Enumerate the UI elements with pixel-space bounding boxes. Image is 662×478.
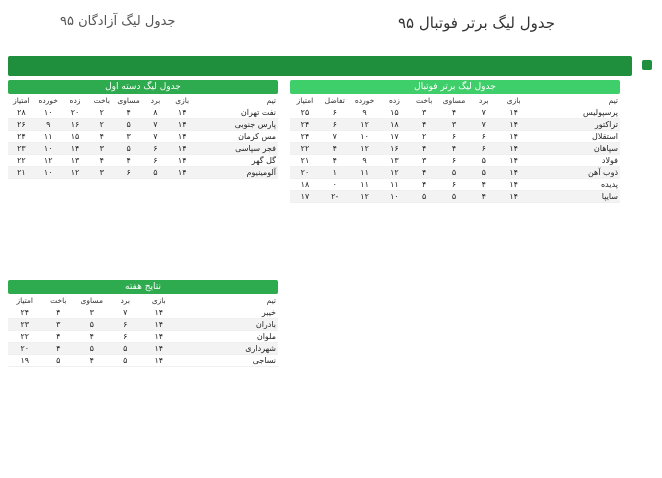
stat-cell: ۶ [153,156,158,165]
stat-cell: ۵ [56,356,61,365]
stat-cell: ۱۲ [360,144,369,153]
team-name: تراکتور [594,120,618,129]
table-row[interactable] [8,319,278,331]
table-row[interactable] [8,355,278,367]
stat-cell: ۵ [451,192,457,201]
stat-cell: ۶ [332,120,337,129]
team-name: سپاهان [593,144,618,153]
team-name: پارس جنوبی [234,120,276,129]
stat-cell: ۱۴ [70,144,80,153]
stat-cell: ۱۰ [43,108,53,117]
stat-cell: ۱۸ [300,180,310,189]
stat-cell: ۲۵ [300,108,310,117]
table-row[interactable] [8,331,278,343]
table-header [8,294,278,307]
stat-cell: -۲ [331,192,339,201]
team-name: مس کرمان [238,132,276,141]
stat-cell: ۲۴ [17,132,26,141]
stat-cell: ۱۴ [509,132,518,141]
column-header: برد [479,96,489,105]
stat-cell: ۱۰ [360,132,369,141]
stat-cell: ۲۶ [17,120,26,129]
table-row[interactable] [290,143,620,155]
stat-cell: ۹ [362,108,367,117]
table-header [8,94,278,107]
stat-cell: ۶ [126,168,131,177]
stat-cell: ۴ [99,132,104,141]
stat-cell: ۶ [481,144,486,153]
stat-cell: ۴ [451,108,457,117]
stat-cell: ۵ [89,344,94,353]
column-header: خورده [354,96,375,105]
stat-cell: ۳ [56,320,61,329]
stat-cell: ۱۴ [177,120,187,129]
stat-cell: ۱۲ [70,168,80,177]
stat-cell: ۲۸ [17,108,26,117]
stat-cell: ۱۴ [154,344,164,353]
stat-cell: ۷ [123,308,128,317]
stat-cell: ۴ [422,180,427,189]
table-row[interactable] [290,131,620,143]
stat-cell: ۱۴ [154,308,164,317]
stat-cell: ۳ [89,308,94,317]
team-name: پرسپولیس [583,108,618,117]
table-row[interactable] [290,191,620,203]
team-name: فجر سپاسی [235,144,276,153]
table-row[interactable] [8,343,278,355]
table-row[interactable] [8,307,278,319]
table-title: جدول لیگ برتر فوتبال [290,80,620,94]
stat-cell: ۱۵ [390,108,399,117]
stat-cell: ۱۳ [390,156,399,165]
team-name: نفت تهران [240,108,276,117]
stat-cell: ۱۶ [70,120,80,129]
stat-cell: ۱۴ [177,168,187,177]
stat-cell: ۰ [332,180,337,189]
stat-cell: ۴ [56,332,61,341]
stat-cell: ۲۲ [300,144,310,153]
stat-cell: ۱ [332,168,337,177]
stat-cell: ۱۴ [154,356,164,365]
stat-cell: ۱۴ [177,108,187,117]
stat-cell: ۵ [89,320,94,329]
stat-cell: ۹ [46,120,51,129]
table-row[interactable] [290,167,620,179]
stat-cell: ۵ [126,144,131,153]
stat-cell: ۶ [481,132,486,141]
team-name: بادران [255,320,276,329]
stat-cell: ۲۳ [17,144,26,153]
stat-cell: ۵ [481,156,486,165]
stat-cell: ۴ [332,144,337,153]
team-name: ذوب آهن [587,168,618,177]
side-title: جدول لیگ آزادگان ۹۵ [60,14,176,29]
stat-cell: ۱۴ [177,132,187,141]
stat-cell: ۱۴ [509,144,518,153]
stat-cell: ۱۳ [70,156,80,165]
stat-cell: ۲۴ [20,308,30,317]
stat-cell: ۷ [153,120,158,129]
header-bar [8,56,632,76]
close-icon[interactable] [642,60,652,70]
stat-cell: ۳ [99,144,104,153]
stat-cell: ۵ [451,168,457,177]
column-header: زده [69,96,81,105]
stat-cell: ۴ [89,356,94,365]
stat-cell: ۱۶ [390,144,399,153]
stat-cell: ۴ [126,156,131,165]
table-header [290,94,620,107]
stat-cell: ۵ [422,192,427,201]
stat-cell: ۵ [123,344,128,353]
stat-cell: ۵ [481,168,486,177]
stat-cell: ۲ [99,108,104,117]
stat-cell: ۳ [422,156,427,165]
stat-cell: ۵ [153,168,158,177]
stat-cell: ۱۴ [509,192,518,201]
stat-cell: ۶ [123,320,128,329]
team-name: استقلال [592,132,618,141]
stat-cell: ۴ [422,168,427,177]
table-row[interactable] [290,107,620,119]
stat-cell: ۹ [362,156,367,165]
stat-cell: ۱۲ [43,156,53,165]
stat-cell: ۸ [153,108,158,117]
column-header: باخت [50,296,67,305]
stat-cell: ۱۴ [509,180,518,189]
stat-cell: ۴ [99,156,104,165]
stat-cell: ۴ [481,192,486,201]
stat-cell: ۴ [89,332,94,341]
team-name: گل گهر [251,156,276,165]
team-name: شهرداری [245,344,276,353]
stat-cell: ۷ [481,108,486,117]
stat-cell: ۳ [422,108,427,117]
stat-cell: ۲۱ [300,156,310,165]
stat-cell: ۱۵ [70,132,80,141]
stat-cell: ۱۲ [360,120,369,129]
page-title: جدول لیگ برتر فوتبال ۹۵ [398,14,555,32]
stat-cell: ۲۰ [300,168,310,177]
column-header: امتیاز [13,96,30,105]
column-header: زده [388,96,400,105]
stat-cell: ۲۰ [70,108,80,117]
team-name: نساجی [252,356,276,365]
stat-cell: ۱۰ [390,192,399,201]
column-header: امتیاز [16,296,34,305]
league-table-1 [290,80,620,203]
table-row[interactable] [290,179,620,191]
stat-cell: ۲ [99,120,104,129]
stat-cell: ۴ [56,344,61,353]
stat-cell: ۴ [422,120,427,129]
stat-cell: ۱۴ [177,144,187,153]
stat-cell: ۱۱ [360,180,369,189]
stat-cell: ۴ [332,156,337,165]
column-header: مساوی [80,296,103,305]
team-name: خیبر [261,308,276,317]
team-name: ملوان [256,332,276,341]
column-header: امتیاز [296,96,314,105]
table-row[interactable] [8,119,278,131]
stat-cell: ۴ [126,108,131,117]
stat-cell: ۱۰ [43,144,53,153]
stat-cell: ۱۱ [43,132,53,141]
table-title: نتایج هفته [8,280,278,294]
stat-cell: ۲۰ [20,344,30,353]
column-header: برد [150,96,161,105]
stat-cell: ۷ [153,132,158,141]
stat-cell: ۲۳ [20,320,30,329]
table-row[interactable] [8,167,278,179]
stat-cell: ۴ [56,308,61,317]
column-header: باخت [93,96,110,105]
table-row[interactable] [8,131,278,143]
stat-cell: ۶ [153,144,158,153]
stat-cell: ۱۴ [509,120,518,129]
column-header: بازی [151,296,166,305]
stat-cell: ۱۴ [509,168,518,177]
stat-cell: ۱۱ [360,168,369,177]
stat-cell: ۲۴ [300,120,310,129]
column-header: تیم [266,96,276,105]
stat-cell: ۶ [451,156,457,165]
stat-cell: ۱۰ [43,168,53,177]
stat-cell: ۱۱ [390,180,399,189]
table-row[interactable] [290,119,620,131]
stat-cell: ۴ [451,144,457,153]
stat-cell: ۶ [451,132,457,141]
stat-cell: ۱۹ [20,356,30,365]
stat-cell: ۴ [422,144,427,153]
column-header: برد [120,296,131,305]
stat-cell: ۱۲ [360,192,369,201]
stat-cell: ۱۷ [300,192,310,201]
column-header: باخت [416,96,433,105]
table-row[interactable] [290,155,620,167]
column-header: بازی [175,96,190,105]
column-header: تفاضل [324,96,345,105]
table-row[interactable] [8,155,278,167]
stat-cell: ۱۴ [154,332,164,341]
column-header: مساوی [442,96,466,105]
column-header: تیم [608,96,618,105]
column-header: بازی [506,96,521,105]
stat-cell: ۲۴ [300,132,310,141]
table-row[interactable] [8,143,278,155]
stat-cell: ۳ [451,120,457,129]
stat-cell: ۱۲ [390,168,399,177]
stat-cell: ۱۴ [154,320,164,329]
stat-cell: ۷ [332,132,337,141]
stat-cell: ۷ [481,120,486,129]
column-header: تیم [266,296,276,305]
stat-cell: ۱۸ [390,120,399,129]
stat-cell: ۴ [481,180,486,189]
stat-cell: ۲۲ [17,156,26,165]
stat-cell: ۱۷ [390,132,399,141]
team-name: آلومینیوم [246,168,276,177]
stat-cell: ۵ [126,120,131,129]
column-header: مساوی [117,96,140,105]
team-name: فولاد [601,156,618,165]
stat-cell: ۳ [126,132,131,141]
stat-cell: ۲ [422,132,427,141]
stat-cell: ۱۴ [509,108,518,117]
column-header: خورده [38,96,58,105]
stat-cell: ۶ [123,332,128,341]
league-table-2 [8,80,278,179]
stat-cell: ۳ [99,168,104,177]
stat-cell: ۱۴ [177,156,187,165]
stat-cell: ۵ [123,356,128,365]
results-table [8,280,278,367]
team-name: سایپا [601,192,618,201]
stat-cell: ۲۲ [20,332,30,341]
stat-cell: ۲۱ [17,168,26,177]
stat-cell: ۶ [332,108,337,117]
stat-cell: ۶ [451,180,457,189]
stat-cell: ۱۴ [509,156,518,165]
table-title: جدول لیگ دسته اول [8,80,278,94]
table-row[interactable] [8,107,278,119]
team-name: پدیده [600,180,618,189]
